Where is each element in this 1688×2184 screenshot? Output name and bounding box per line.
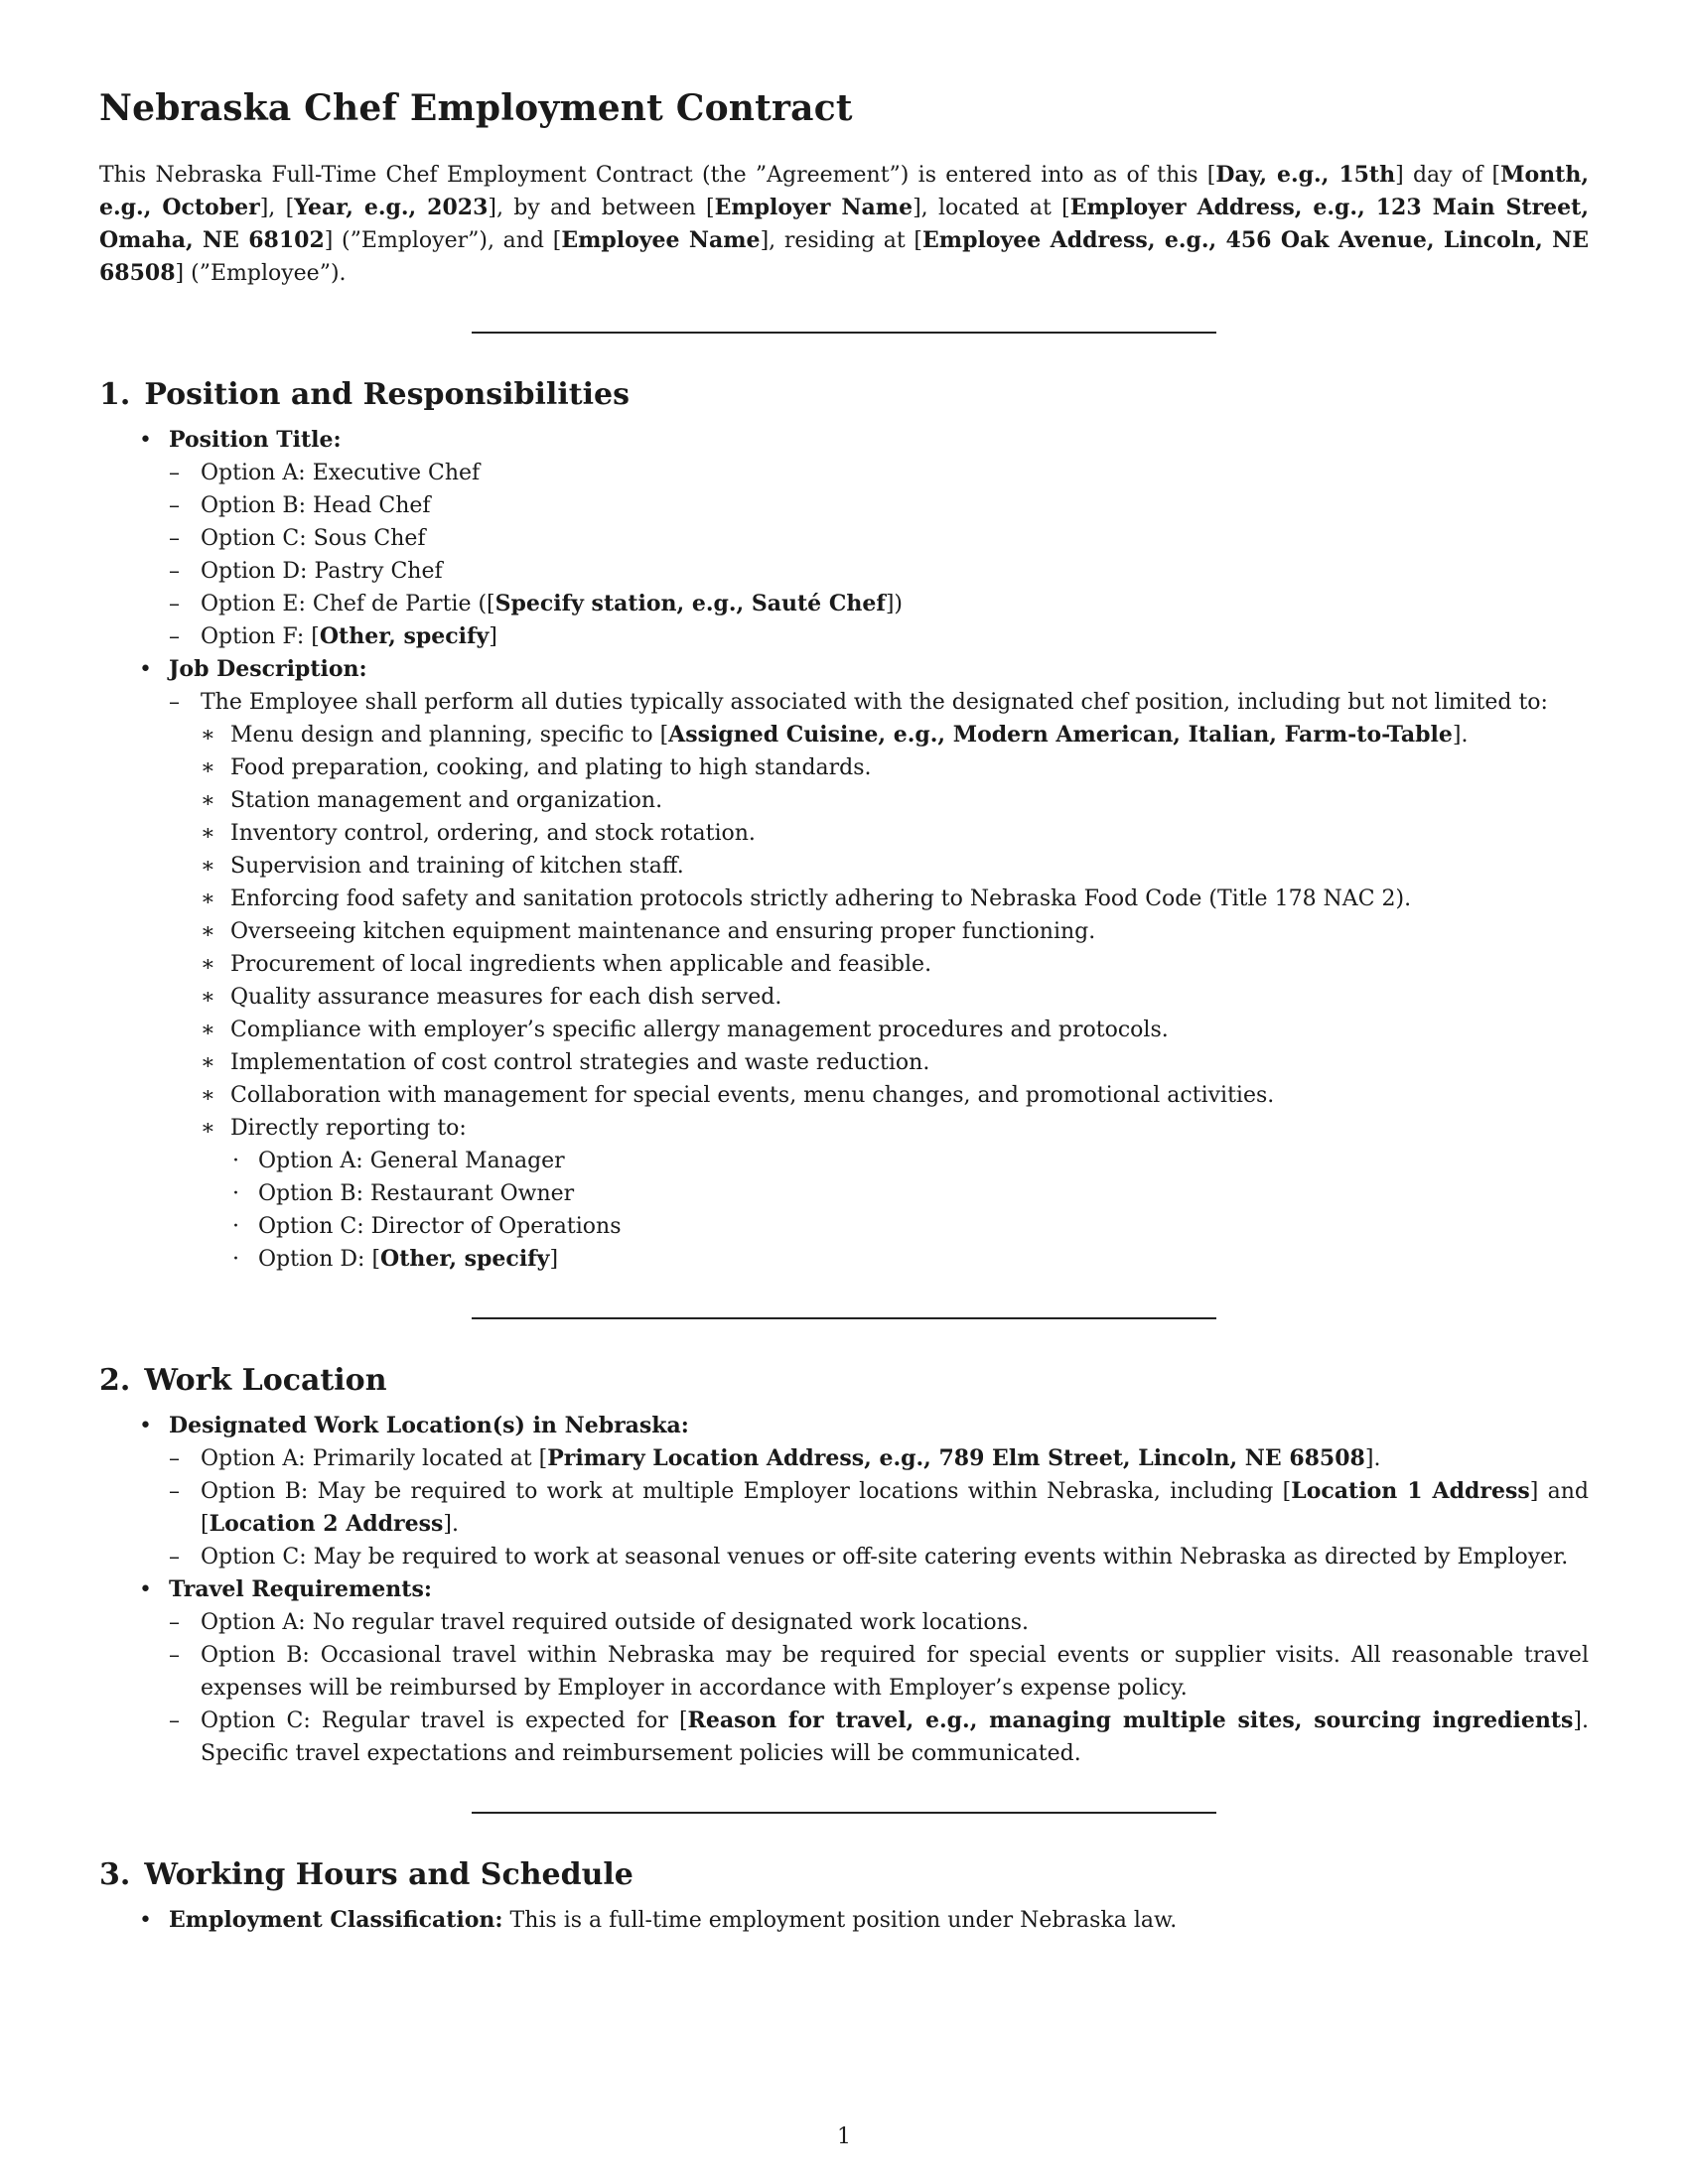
section-divider <box>472 1812 1216 1814</box>
intro-text: ], [ <box>259 196 295 220</box>
document-page <box>99 87 1589 1937</box>
section-title: Work Location <box>144 1363 387 1398</box>
list-item: – Option C: May be required to work at seasonal venues or off-site catering events within Nebraska as directed by Employer. <box>169 1541 1589 1573</box>
section-1-list <box>99 424 1589 1276</box>
placeholder-employee-name: Employee Name <box>561 227 761 253</box>
job-description-list <box>169 686 1589 1276</box>
position-options-list <box>169 457 1589 653</box>
employment-classification-text: This is a full-time employment position under Nebraska law. <box>509 1908 1178 1933</box>
list-item: · Option B: Restaurant Owner <box>230 1177 1589 1210</box>
page-number: 1 <box>837 2124 851 2149</box>
placeholder-other: Other, specify <box>380 1246 550 1272</box>
section-3-heading <box>99 1857 1589 1892</box>
list-item: ∗ Inventory control, ordering, and stock rotation. <box>201 817 1589 850</box>
duties-list <box>201 719 1589 1276</box>
list-item <box>99 1410 1589 1573</box>
duty-text: ]. <box>1452 723 1469 748</box>
list-item: ∗ Quality assurance measures for each dish served. <box>201 981 1589 1014</box>
option-text: ]. <box>1364 1446 1381 1471</box>
list-item <box>201 719 1589 751</box>
list-item: · Option A: General Manager <box>230 1145 1589 1177</box>
section-2-list <box>99 1410 1589 1770</box>
option-text: Option D: [ <box>258 1247 381 1272</box>
list-item <box>201 1112 1589 1276</box>
section-number: 1. <box>99 377 131 412</box>
list-item <box>169 620 1589 653</box>
placeholder-employer-address: Employer Address, e.g., 123 Main Street, Omaha, NE 68102 <box>99 195 1589 253</box>
list-item <box>99 1573 1589 1770</box>
list-item: – Option B: Occasional travel within Nebraska may be required for special events or supplier visits. All reasonable travel expenses will be reimbursed by Employer in accordance with Employer’s expense policy. <box>169 1639 1589 1705</box>
document-title: Nebraska Chef Employment Contract <box>99 87 853 129</box>
section-2-heading <box>99 1363 1589 1398</box>
travel-requirements-label: Travel Requirements: <box>169 1576 432 1602</box>
list-item <box>169 1475 1589 1541</box>
list-item: – Option B: Head Chef <box>169 489 1589 522</box>
list-item: – Option A: Executive Chef <box>169 457 1589 489</box>
placeholder-location-1: Location 1 Address <box>1291 1478 1530 1504</box>
list-item: – Option D: Pastry Chef <box>169 555 1589 588</box>
option-text: ] and [ <box>201 1479 1589 1537</box>
job-description-label: Job Description: <box>169 656 367 682</box>
section-1-heading <box>99 377 1589 412</box>
placeholder-station: Specify station, e.g., Sauté Chef <box>494 591 886 616</box>
option-text: Option A: Primarily located at [ <box>201 1446 548 1471</box>
section-divider <box>472 1317 1216 1319</box>
list-item <box>169 588 1589 620</box>
list-item <box>169 1705 1589 1770</box>
intro-text: ] (”Employee”). <box>175 261 347 286</box>
reporting-label: Directly reporting to: <box>230 1116 467 1141</box>
placeholder-other: Other, specify <box>319 623 490 649</box>
list-item: – Option A: No regular travel required outside of designated work locations. <box>169 1606 1589 1639</box>
placeholder-year: Year, e.g., 2023 <box>294 195 489 220</box>
option-text: ]. Specific travel expectations and reimbursement policies will be communicated. <box>201 1708 1589 1766</box>
placeholder-primary-location: Primary Location Address, e.g., 789 Elm Street, Lincoln, NE 68508 <box>547 1445 1365 1471</box>
list-item <box>99 653 1589 1276</box>
option-text: ]) <box>885 592 903 616</box>
intro-text: ] (”Employer”), and [ <box>324 228 562 253</box>
list-item: – Option C: Sous Chef <box>169 522 1589 555</box>
list-item: · Option C: Director of Operations <box>230 1210 1589 1243</box>
placeholder-employer-name: Employer Name <box>714 195 914 220</box>
option-text: ] <box>549 1247 559 1272</box>
job-description-text: The Employee shall perform all duties typically associated with the designated chef position, including but not limited to: <box>201 690 1548 715</box>
placeholder-employee-address: Employee Address, e.g., 456 Oak Avenue, Lincoln, NE 68508 <box>99 227 1589 286</box>
list-item: ∗ Supervision and training of kitchen staff. <box>201 850 1589 883</box>
intro-text: ] day of [ <box>1395 163 1501 188</box>
travel-options-list <box>169 1606 1589 1770</box>
section-number: 2. <box>99 1363 131 1398</box>
intro-text: ], located at [ <box>913 196 1070 220</box>
list-item <box>230 1243 1589 1276</box>
list-item <box>99 1904 1589 1937</box>
list-item: ∗ Procurement of local ingredients when applicable and feasible. <box>201 948 1589 981</box>
employment-classification-label: Employment Classification: <box>169 1907 503 1933</box>
option-text: ] <box>489 624 497 649</box>
section-3-list <box>99 1904 1589 1937</box>
placeholder-day: Day, e.g., 15th <box>1215 162 1396 188</box>
list-item: ∗ Compliance with employer’s specific allergy management procedures and protocols. <box>201 1014 1589 1046</box>
intro-text: This Nebraska Full-Time Chef Employment Contract (the ”Agreement”) is entered into as of this [ <box>99 163 1216 188</box>
list-item: ∗ Enforcing food safety and sanitation protocols strictly adhering to Nebraska Food Code (Title 178 NAC 2). <box>201 883 1589 915</box>
work-location-label: Designated Work Location(s) in Nebraska: <box>169 1413 689 1438</box>
list-item <box>169 1442 1589 1475</box>
duty-text: Menu design and planning, specific to [ <box>230 723 669 748</box>
placeholder-location-2: Location 2 Address <box>209 1511 444 1537</box>
list-item: ∗ Collaboration with management for special events, menu changes, and promotional activities. <box>201 1079 1589 1112</box>
section-title: Working Hours and Schedule <box>144 1857 633 1892</box>
placeholder-month: Month, e.g., October <box>99 162 1589 220</box>
location-options-list <box>169 1442 1589 1573</box>
list-item: ∗ Food preparation, cooking, and plating to high standards. <box>201 751 1589 784</box>
position-title-label: Position Title: <box>169 427 342 453</box>
list-item: ∗ Overseeing kitchen equipment maintenance and ensuring proper functioning. <box>201 915 1589 948</box>
list-item <box>169 686 1589 1276</box>
section-title: Position and Responsibilities <box>144 377 630 412</box>
option-text: Option E: Chef de Partie ([ <box>201 592 495 616</box>
option-text: Option C: Regular travel is expected for [ <box>201 1708 688 1733</box>
section-number: 3. <box>99 1857 131 1892</box>
section-divider <box>472 332 1216 334</box>
list-item <box>99 424 1589 653</box>
placeholder-travel-reason: Reason for travel, e.g., managing multiple sites, sourcing ingredients <box>687 1707 1574 1733</box>
option-text: Option B: May be required to work at multiple Employer locations within Nebraska, including [ <box>201 1479 1292 1504</box>
option-text: Option F: [ <box>201 624 320 649</box>
reporting-options-list <box>230 1145 1589 1276</box>
list-item: ∗ Implementation of cost control strategies and waste reduction. <box>201 1046 1589 1079</box>
intro-text: ], residing at [ <box>760 228 923 253</box>
intro-paragraph <box>99 159 1589 290</box>
placeholder-cuisine: Assigned Cuisine, e.g., Modern American, Italian, Farm-to-Table <box>668 722 1453 748</box>
intro-text: ], by and between [ <box>488 196 715 220</box>
list-item: ∗ Station management and organization. <box>201 784 1589 817</box>
option-text: ]. <box>443 1512 459 1537</box>
